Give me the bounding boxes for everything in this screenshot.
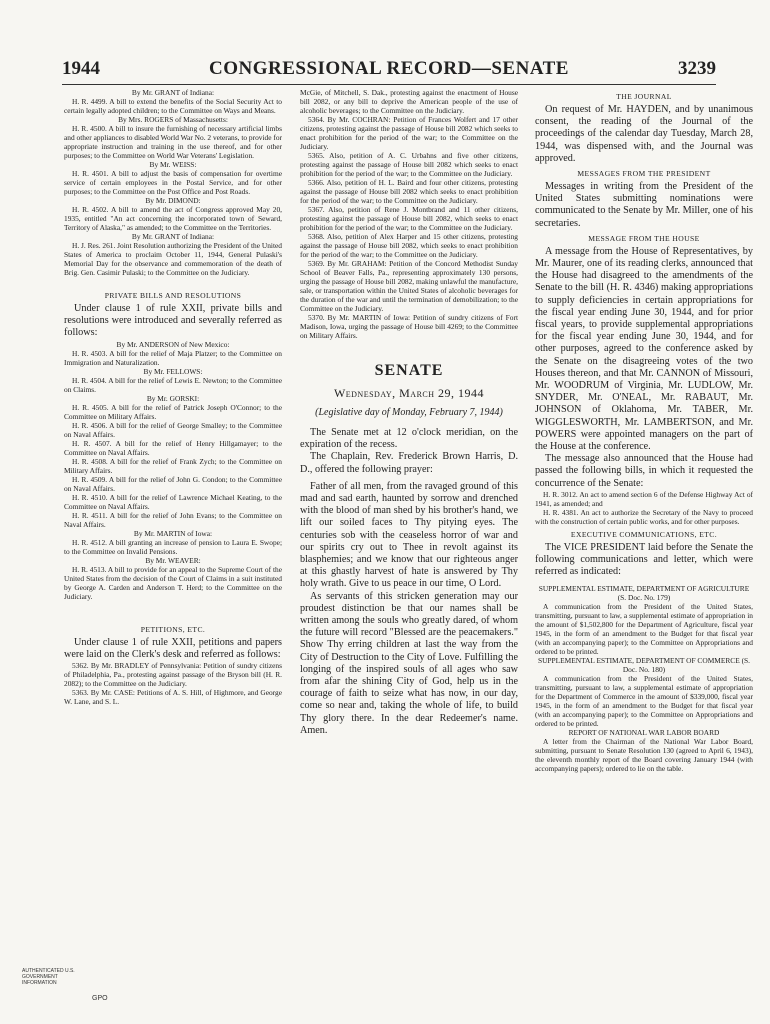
section-heading: EXECUTIVE COMMUNICATIONS, ETC. xyxy=(570,529,718,539)
paragraph-small: REPORT OF NATIONAL WAR LABOR BOARD xyxy=(568,727,720,737)
paragraph-small: By Mr. DIMOND: xyxy=(145,196,201,205)
paragraph-small: H. R. 4512. A bill granting an increase of pension to Laura E. Swope; to the Committee on Invalid Pensions. xyxy=(64,537,282,556)
paragraph-small: H. R. 4508. A bill for the relief of Frank Zych; to the Committee on Military Affairs. xyxy=(64,456,282,475)
paragraph: Messages in writing from the President of the United States submitting nominations were communicated to the Senate by Mr. Miller, one of his secretaries. xyxy=(535,181,753,229)
paragraph-small: By Mr. WEISS: xyxy=(149,160,197,169)
section-heading: MESSAGE FROM THE HOUSE xyxy=(588,233,700,243)
paragraph-small: H. R. 4499. A bill to extend the benefits of the Social Security Act to certain legally adopted children; to the Committee on Ways and Means. xyxy=(64,97,282,115)
paragraph-small: A communication from the President of the United States, transmitting, pursuant to law, a supplemental estimate of appropriation for the Department of Commerce in the amount of $339,000, fiscal year 1945, in the form of an amendment to the Budget for that fiscal year (with an accompanying paper); to the Committee on Appropriations and ordered to be printed. xyxy=(535,673,753,728)
section-heading: PRIVATE BILLS AND RESOLUTIONS xyxy=(104,291,242,300)
paragraph-small: H. R. 4510. A bill for the relief of Lawrence Michael Keating, to the Committee on Naval Affairs. xyxy=(64,492,282,511)
spacer xyxy=(300,340,518,350)
paragraph-small: H. J. Res. 261. Joint Resolution authorizing the President of the United States of America to proclaim October 11, 1944, General Pulaski's Memorial Day for the observance and commemoration of the death of Brig. Gen. Casimir Pulaski; to the Committee on the Judiciary. xyxy=(64,241,282,277)
page-year: 1944 xyxy=(62,58,100,79)
paragraph: A message from the House of Representatives, by Mr. Maurer, one of its reading clerks, announced that the House had disagreed to the amendments of the Senate to the bill (H. R. 4346) making appropriations to supply deficiencies in certain appropriations for the fiscal year ending June 30, 1944, and for prior fiscal years, to provide supplemental appropriations for the fiscal year ending June 30, 1944, and for other purposes, agreed to the conference asked by the Senate on the disagreeing votes of the two Houses thereon, and that Mr. CANNON of Missouri, Mr. WOODRUM of Virginia, Mr. LUDLOW, Mr. SNYDER, Mr. O'NEAL, Mr. RABAUT, Mr. JOHNSON of Oklahoma, Mr. TABER, Mr. WIGGLESWORTH, Mr. LAMBERTSON, and Mr. POWERS were appointed managers on the part of the House at the conference. xyxy=(535,245,753,453)
paragraph-small: 5362. By Mr. BRADLEY of Pennsylvania: Petition of sundry citizens of Philadelphia, Pa., protesting against passage of the Bryson bill (H. R. 2082); to the Committee on the Judiciary. xyxy=(64,661,282,689)
paragraph-small: 5369. By Mr. GRAHAM: Petition of the Concord Methodist Sunday School of Beaver Falls, Pa., representing approximately 130 persons, urging the passage of House bill 2082, making unlawful the manufacture, sale, or transportation within the United States of alcoholic beverages for the duration of the war and until the termination of demobilization; to the Committee on the Judiciary. xyxy=(300,259,518,313)
seal-text: AUTHENTICATED U.S. GOVERNMENT INFORMATION xyxy=(22,968,75,986)
paragraph-small: H. R. 4505. A bill for the relief of Patrick Joseph O'Connor; to the Committee on Military Affairs. xyxy=(64,402,282,421)
seal-mark: GPO xyxy=(92,995,108,1002)
paragraph-small: A communication from the President of the United States, transmitting, pursuant to law, a supplemental estimate of appropriation in the amount of $1,502,800 for the Department of Agriculture, fiscal year 1945, in the form of an amendment to the Budget for that fiscal year (with an accompanying paper); to the Committee on Appropriations and ordered to be printed. xyxy=(535,601,753,656)
paragraph-small: A letter from the Chairman of the National War Labor Board, submitting, pursuant to Senate Resolution 130 (agreed to April 6, 1943), the eleventh monthly report of the Board covering January 1944 (with accompanying papers); ordered to lie on the table. xyxy=(535,736,753,773)
paragraph: The message also announced that the House had passed the following bills, in which it requested the concurrence of the Senate: xyxy=(535,453,753,489)
gpo-authentication-seal xyxy=(22,968,118,1010)
paragraph-small: H. R. 3012. An act to amend section 6 of the Defense Highway Act of 1941, as amended; and xyxy=(535,489,753,508)
paragraph-small: By Mr. GRANT of Indiana: xyxy=(131,232,215,241)
column-middle xyxy=(300,88,518,948)
paragraph-small: H. R. 4502. A bill to amend the act of Congress approved May 20, 1935, entitled "An act concerning the incorporated town of Seward, Territory of Alaska," as amended; to the Committee on the Territories. xyxy=(64,205,282,232)
paragraph: Under clause 1 of rule XXII, private bills and resolutions were introduced and severally referred as follows: xyxy=(64,303,282,339)
section-heading: PETITIONS, ETC. xyxy=(140,624,206,634)
paragraph-small: By Mr. ANDERSON of New Mexico: xyxy=(116,339,230,349)
paragraph-small: 5364. By Mr. COCHRAN: Petition of Frances Wolfert and 17 other citizens, protesting against the passage of House bill 2082 which seeks to enact prohibition for the period of the war; to the Committee on the Judiciary. xyxy=(300,115,518,151)
paragraph-small: By Mr. MARTIN of Iowa: xyxy=(133,528,213,538)
paragraph-small: By Mr. GORSKI: xyxy=(146,393,200,403)
paragraph-small: By Mr. GRANT of Indiana: xyxy=(131,88,215,97)
header-rule xyxy=(62,84,716,85)
section-title: SENATE xyxy=(374,362,444,379)
section-heading: MESSAGES FROM THE PRESIDENT xyxy=(577,169,711,179)
session-date: Wednesday, March 29, 1944 xyxy=(333,386,485,400)
paragraph-small: SUPPLEMENTAL ESTIMATE, DEPARTMENT OF AGRICULTURE (S. Doc. No. 179) xyxy=(538,583,750,602)
paragraph-small: McGie, of Mitchell, S. Dak., protesting against the enactment of House bill 2082, or any bill to deprive the American people of the use of alcoholic beverages; to the Committee on the Judiciary. xyxy=(300,88,518,115)
spacer xyxy=(64,611,282,621)
paragraph-small: H. R. 4506. A bill for the relief of George Smalley; to the Committee on Naval Affairs. xyxy=(64,420,282,439)
paragraph: As servants of this stricken generation may our proudest distinction be that our names shall be written among the souls who greatly dared, of whom the future will record "Blessed are the peacemakers." Show Thy erring children at last the way from the City of Destruction to the City of Love. Fulfilling the longing of the inspired souls of all ages who saw from afar the shining City of God, help us in the courage of faith to seize what has now, in our day, come so near and, taking the whole of life, to build Thy glory there. In the dear Redeemer's name. Amen. xyxy=(300,590,518,736)
paragraph-small: By Mr. WEAVER: xyxy=(145,555,201,565)
paragraph-small: 5370. By Mr. MARTIN of Iowa: Petition of sundry citizens of Fort Madison, Iowa, urging the passage of House bill 4269; to the Committee on Military Affairs. xyxy=(300,313,518,340)
paragraph-small: By Mrs. ROGERS of Massachusetts: xyxy=(118,115,228,124)
paragraph: The VICE PRESIDENT laid before the Senate the following communications and letter, which were referred as indicated: xyxy=(535,541,753,578)
paragraph-small: H. R. 4511. A bill for the relief of John Evans; to the Committee on Naval Affairs. xyxy=(64,510,282,529)
paragraph-small: H. R. 4507. A bill for the relief of Henry Hillgamayer; to the Committee on Naval Affairs. xyxy=(64,438,282,457)
column-left xyxy=(64,88,282,948)
section-heading: THE JOURNAL xyxy=(616,92,672,101)
paragraph-small: H. R. 4501. A bill to adjust the basis of compensation for overtime service of certain employees in the Postal Service, and for other purposes; to the Committee on the Post Office and Post Roads. xyxy=(64,169,282,196)
paragraph-small: 5365. Also, petition of A. C. Urbahns and five other citizens, protesting against the passage of House bill 2082 which seeks to enact prohibition for the period of the war; to the Committee on the Judiciary. xyxy=(300,151,518,178)
paragraph-small: H. R. 4513. A bill to provide for an appeal to the Supreme Court of the United States from the decision of the Court of Claims in a suit instituted by George A. Carden and Anderson T. Herd; to the Committee on the Judiciary. xyxy=(64,564,282,601)
paragraph-small: By Mr. FELLOWS: xyxy=(143,366,203,376)
paragraph-small: H. R. 4509. A bill for the relief of John G. Condon; to the Committee on Naval Affairs. xyxy=(64,474,282,493)
paragraph-small: H. R. 4500. A bill to insure the furnishing of necessary artificial limbs and other appliances to disabled World War No. 2 veterans, to provide for appropriate instruction and training in the use thereof, and for other purposes; to the Committee on World War Veterans' Legislation. xyxy=(64,124,282,160)
page-number: 3239 xyxy=(678,58,716,79)
paragraph-small: 5363. By Mr. CASE: Petitions of A. S. Hill, of Highmore, and George W. Lane, and S. L. xyxy=(64,688,282,707)
page-header xyxy=(62,58,716,82)
paragraph-small: 5367. Also, petition of Rene J. Montbrand and 11 other citizens, protesting against the passage of House bill 2082, which seeks to enact prohibition for the period of the war; to the Committee on the Judiciary. xyxy=(300,205,518,232)
paragraph: Under clause 1 of rule XXII, petitions and papers were laid on the Clerk's desk and referred as follows: xyxy=(64,636,282,660)
paragraph: Father of all men, from the ravaged ground of this mad and sad earth, haunted by sorrow and drenched with the blood of man shed by his brother's hand, we lift our soiled faces to Thy pitying eyes. The centuries sob with the ceaseless horror of war and our spirits cry out to Thee in revolt against its blasphemies; and we know that our righteous anger at this ghastly harvest of hate is answered by Thy holy wrath. Give to us peace in our time, O Lord. xyxy=(300,480,518,590)
paragraph-small: 5366. Also, petition of H. L. Baird and four other citizens, protesting against the passage of House bill 2082 which seeks to enact prohibition for the period of the war; to the Committee on the Judiciary. xyxy=(300,178,518,205)
paragraph: The Senate met at 12 o'clock meridian, on the expiration of the recess. xyxy=(300,427,518,451)
paragraph-small: H. R. 4381. An act to authorize the Secretary of the Navy to proceed with the construction of certain public works, and for other purposes. xyxy=(535,507,753,526)
paragraph-small: SUPPLEMENTAL ESTIMATE, DEPARTMENT OF COMMERCE (S. Doc. No. 180) xyxy=(537,655,750,674)
legislative-day: (Legislative day of Monday, February 7, 1944) xyxy=(315,407,503,418)
paragraph-small: H. R. 4504. A bill for the relief of Lewis E. Newton; to the Committee on Claims. xyxy=(64,375,282,394)
spacer xyxy=(64,601,282,611)
paragraph-small: H. R. 4503. A bill for the relief of Maja Platzer; to the Committee on Immigration and Naturalization. xyxy=(64,348,282,367)
column-right xyxy=(535,88,753,948)
page-title: CONGRESSIONAL RECORD—SENATE xyxy=(209,58,569,79)
paragraph: The Chaplain, Rev. Frederick Brown Harris, D. D., offered the following prayer: xyxy=(300,451,518,475)
spacer xyxy=(64,277,282,287)
paragraph-small: 5368. Also, petition of Alex Harper and 15 other citizens, protesting against the passage of House bill 2082, which seeks to enact prohibition for the period of the war; to the Committee on the Judiciary. xyxy=(300,232,518,259)
paragraph: On request of Mr. HAYDEN, and by unanimous consent, the reading of the Journal of the proceedings of the calendar day Tuesday, March 28, 1944, was dispensed with, and the Journal was approved. xyxy=(535,104,753,164)
